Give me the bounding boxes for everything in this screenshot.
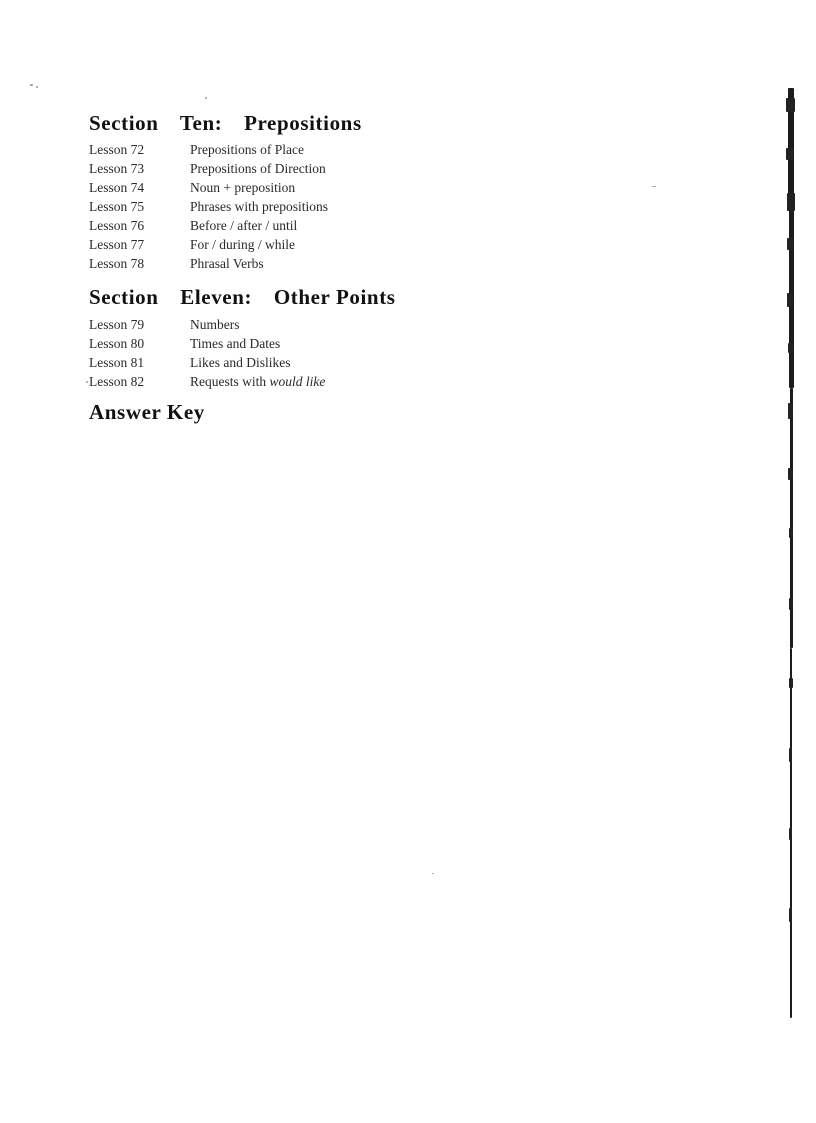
lesson-title: Phrasal Verbs (190, 256, 264, 271)
lesson-title-prefix: Requests with (190, 374, 270, 389)
lesson-row-73 (89, 159, 328, 178)
lesson-title: Prepositions of Direction (190, 161, 326, 176)
lesson-number: Lesson 72 (89, 142, 145, 157)
lesson-number: Lesson 74 (89, 180, 145, 195)
lesson-row-75 (89, 197, 328, 216)
section-eleven-title: Other Points (273, 285, 396, 309)
scan-speck (30, 84, 33, 86)
section-eleven-label: Section (89, 285, 159, 309)
lesson-title: Times and Dates (190, 336, 281, 351)
lesson-number: Lesson 82 (89, 374, 145, 389)
lesson-row-72 (89, 140, 328, 159)
lesson-number: Lesson 76 (89, 218, 145, 233)
lesson-number: Lesson 78 (89, 256, 145, 271)
lesson-row-79 (89, 315, 325, 334)
lesson-number: Lesson 80 (89, 336, 145, 351)
lesson-title: Prepositions of Place (190, 142, 304, 157)
lesson-row-77 (89, 235, 328, 254)
scan-speck (432, 873, 434, 874)
lesson-number: Lesson 73 (89, 161, 145, 176)
lesson-title: Likes and Dislikes (190, 355, 291, 370)
lesson-row-80 (89, 334, 325, 353)
scan-speck (86, 381, 88, 383)
section-ten-number: Ten: (179, 111, 223, 135)
section-ten-title: Prepositions (244, 111, 362, 135)
section-ten-lesson-list (89, 140, 328, 273)
lesson-title (190, 372, 325, 391)
scan-speck (36, 86, 38, 88)
lesson-title: Before / after / until (190, 218, 298, 233)
lesson-row-82 (89, 372, 325, 391)
section-eleven-heading (89, 285, 396, 310)
section-ten-label: Section (89, 111, 159, 135)
scan-binding-edge (786, 88, 800, 1018)
lesson-title-emphasis: would like (269, 374, 326, 389)
lesson-number: Lesson 81 (89, 355, 145, 370)
section-ten-heading (89, 111, 362, 136)
lesson-number: Lesson 75 (89, 199, 145, 214)
lesson-number: Lesson 79 (89, 317, 145, 332)
answer-key-heading: Answer Key (89, 400, 205, 424)
lesson-row-78 (89, 254, 328, 273)
lesson-title: For / during / while (190, 237, 295, 252)
section-eleven-lesson-list (89, 315, 325, 391)
scan-speck (652, 186, 656, 187)
lesson-row-74 (89, 178, 328, 197)
lesson-title: Numbers (190, 317, 240, 332)
lesson-title: Noun + preposition (190, 180, 296, 195)
lesson-title: Phrases with prepositions (190, 199, 328, 214)
lesson-row-81 (89, 353, 325, 372)
lesson-number: Lesson 77 (89, 237, 145, 252)
lesson-row-76 (89, 216, 328, 235)
scan-speck (205, 97, 207, 99)
section-eleven-number: Eleven: (180, 285, 253, 309)
